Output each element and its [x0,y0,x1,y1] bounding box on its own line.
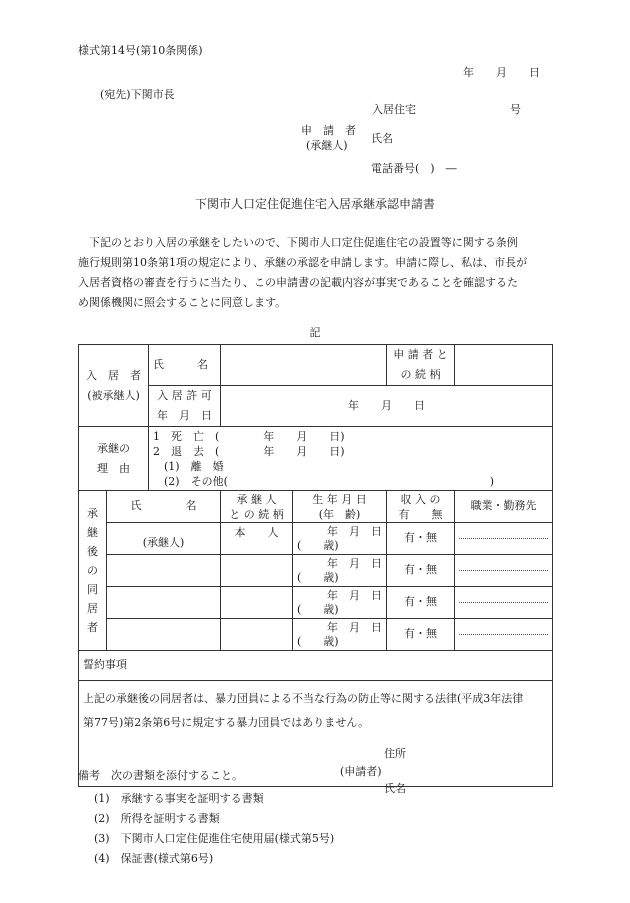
cohab-job-field[interactable] [455,587,553,619]
document-title: 下関市人口定住促進住宅入居承継承認申請書 [194,197,435,211]
signature-address-label: 住所 [384,747,406,760]
ki-heading: 記 [309,326,321,339]
oath-text: 上記の承継後の同居者は、暴力団員による不当な行為の防止等に関する法律(平成3年法律 第77号)第2条第6号に規定する暴力団員ではありません。 [83,692,524,729]
reason-death[interactable]: 1 死 亡 ( 年 月 日) [153,429,345,443]
cohabitants-label: 承 継 後 の 同 居 者 [79,491,107,651]
remarks-item: (4) 保証書(様式第6号) [94,852,214,865]
cohab-birth-field[interactable]: 年 月 日 ( 歳) [293,619,387,651]
cohab-name-field[interactable] [107,619,221,651]
form-number: 様式第14号(第10条関係) [78,44,203,57]
body-line: 入居者資格の審査を行うに当たり、この申請書の記載内容が事実であることを確認するた [78,276,518,289]
remarks-item: (1) 承継する事実を証明する書類 [94,792,264,805]
cohab-relation-field[interactable] [221,555,293,587]
cohab-job-field[interactable] [455,619,553,651]
col-job-header: 職業・勤務先 [455,491,553,523]
reason-other[interactable]: (2) その他( ) [153,474,494,488]
remarks-list [94,789,334,869]
date-field[interactable]: 年 月 日 [463,66,540,79]
cohab-name-field[interactable] [107,587,221,619]
residence-suffix: 号 [510,103,521,116]
reason-moveout[interactable]: 2 退 去 ( 年 月 日) [153,444,345,458]
phone-label: 電話番号( ) ― [371,162,457,175]
cohab-relation-field[interactable]: 本 人 [221,523,293,555]
col-income-header: 収 入 の 有 無 [387,491,455,523]
applicant-sub-label: (承継人) [306,139,348,152]
body-line: め関係機関に照会することに同意します。 [78,296,287,309]
remarks-item: (3) 下関市人口定住促進住宅使用届(様式第5号) [94,832,335,845]
resident-label: 入 居 者 (被承継人) [79,345,149,427]
body-paragraph [78,233,553,313]
col-birth-header: 生 年 月 日 (年 齢) [293,491,387,523]
name-label: 氏名 [371,132,393,145]
cohab-relation-field[interactable] [221,587,293,619]
cohab-name-field[interactable]: (承継人) [107,523,221,555]
relation-field[interactable] [455,345,553,386]
reason-close-paren: ) [489,474,494,488]
permit-label: 入 居 許 可 年 月 日 [149,386,221,427]
oath-label: 誓約事項 [79,651,553,681]
reason-label: 承継の 理 由 [79,427,149,491]
cohab-birth-field[interactable]: 年 月 日 ( 歳) [293,523,387,555]
body-line: 下記のとおり入居の承継をしたいので、下関市人口定住促進住宅の設置等に関する条例 [78,236,518,249]
remarks-heading: 備考 次の書類を添付すること。 [78,769,243,782]
resident-name-label: 氏 名 [149,345,221,386]
residence-label: 入居住宅 [372,103,416,116]
addressee: (宛先)下関市長 [100,88,175,101]
cohab-birth-field[interactable]: 年 月 日 ( 歳) [293,587,387,619]
remarks-item: (2) 所得を証明する書類 [94,812,220,825]
cohab-income-field[interactable]: 有・無 [387,555,455,587]
cohab-birth-field[interactable]: 年 月 日 ( 歳) [293,555,387,587]
reason-divorce[interactable]: (1) 離 婚 [153,459,224,473]
permit-date-field[interactable]: 年 月 日 [221,386,553,427]
cohab-job-field[interactable] [455,555,553,587]
cohab-job-field[interactable] [455,523,553,555]
col-name-header: 氏 名 [107,491,221,523]
application-table [78,344,553,795]
cohab-income-field[interactable]: 有・無 [387,587,455,619]
cohab-income-field[interactable]: 有・無 [387,523,455,555]
col-relation-header: 承 継 人 と の 続 柄 [221,491,293,523]
applicant-label: 申 請 者 [301,124,356,137]
resident-name-field[interactable] [221,345,387,386]
reason-list [149,427,553,491]
signature-name-label: 氏名 [384,782,406,795]
cohab-name-field[interactable] [107,555,221,587]
cohab-income-field[interactable]: 有・無 [387,619,455,651]
relation-label: 申 請 者 と の 続 柄 [387,345,455,386]
signature-applicant-label: (申請者) [340,765,382,778]
cohab-relation-field[interactable] [221,619,293,651]
body-line: 施行規則第10条第1項の規定により、承継の承認を申請します。申請に際し、私は、市長が [78,256,528,269]
